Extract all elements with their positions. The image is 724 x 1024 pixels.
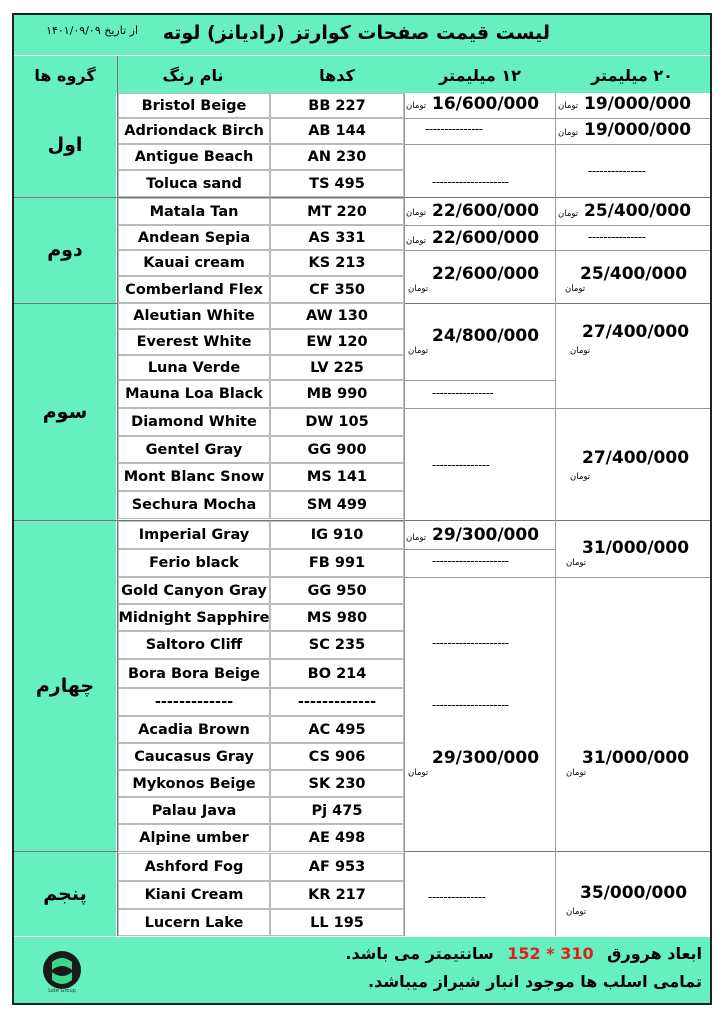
color-code-cell: AC 495 <box>270 716 404 743</box>
footer-line-1 <box>345 944 702 963</box>
group-label: اول <box>47 134 83 156</box>
unit-label: تومان <box>570 472 591 482</box>
unit-label: تومان <box>566 907 587 917</box>
col-code-header: کدها <box>319 65 355 85</box>
price-12mm: 16/600/000 <box>432 94 540 114</box>
cell-divider <box>405 250 555 251</box>
group-label: دوم <box>47 239 83 261</box>
cell-divider <box>556 225 710 226</box>
column-divider <box>117 56 118 936</box>
footer-text: ابعاد هرورق <box>607 944 702 963</box>
price-12mm-empty: --------------- <box>428 890 486 904</box>
color-name-cell: Everest White <box>118 329 270 355</box>
price-20mm: 27/400/000 <box>582 322 690 342</box>
price-12mm: 24/800/000 <box>432 326 540 346</box>
price-12mm-empty: -------------------- <box>432 554 509 568</box>
color-name-cell: Midnight Sapphire <box>118 604 270 631</box>
price-12mm-empty: -------------------- <box>432 175 509 189</box>
cell-divider <box>405 408 555 409</box>
color-code-cell: AB 144 <box>270 118 404 144</box>
price-12mm-empty: -------------------- <box>432 698 509 712</box>
color-name-cell: Mykonos Beige <box>118 770 270 797</box>
unit-label: تومان <box>406 533 427 543</box>
unit-label: تومان <box>558 209 579 219</box>
price-12mm: 29/300/000 <box>432 748 540 768</box>
color-name-cell: Palau Java <box>118 797 270 824</box>
price-12mm: 22/600/000 <box>432 264 540 284</box>
color-code-cell: TS 495 <box>270 170 404 197</box>
color-code-cell: SK 230 <box>270 770 404 797</box>
color-name-cell: Mont Blanc Snow <box>118 463 270 491</box>
footer-text: سانتیمتر می باشد. <box>345 944 494 963</box>
price-12mm-empty: -------------------- <box>432 636 509 650</box>
color-name-cell: Lucern Lake <box>118 909 270 936</box>
color-name-cell: Comberland Flex <box>118 276 270 303</box>
price-12mm: 29/300/000 <box>432 525 540 545</box>
cell-divider <box>405 577 555 578</box>
color-code-cell: CS 906 <box>270 743 404 770</box>
logo-text: Lote Group <box>48 988 76 994</box>
page-title: لیست قیمت صفحات کوارتز (رادیانز) لوته <box>162 22 550 44</box>
dimensions-value: 310 * 152 <box>507 944 594 963</box>
cell-divider <box>405 380 555 381</box>
group-label: پنجم <box>43 883 87 905</box>
color-code-cell: MT 220 <box>270 198 404 225</box>
col-color-header: نام رنگ <box>162 65 224 85</box>
color-code-cell: BO 214 <box>270 659 404 688</box>
footer-line-2: تمامی اسلب ها موجود انبار شیراز میباشد. <box>368 972 702 991</box>
unit-label: تومان <box>566 768 587 778</box>
color-name-cell: Gentel Gray <box>118 436 270 463</box>
unit-label: تومان <box>406 208 427 218</box>
color-name-cell: Saltoro Cliff <box>118 631 270 659</box>
color-code-cell: SM 499 <box>270 491 404 519</box>
color-name-cell: ------------- <box>118 688 270 716</box>
color-code-cell: AE 498 <box>270 824 404 852</box>
price-20mm: 25/400/000 <box>584 201 692 221</box>
color-code-cell: MB 990 <box>270 380 404 408</box>
unit-label: تومان <box>406 101 427 111</box>
color-name-cell: Antigue Beach <box>118 144 270 170</box>
color-code-cell: AF 953 <box>270 853 404 881</box>
price-20mm: 27/400/000 <box>582 448 690 468</box>
price-20mm: 25/400/000 <box>580 264 688 284</box>
column-divider <box>555 93 556 936</box>
color-code-cell: GG 950 <box>270 577 404 604</box>
col-20mm-header: ۲۰ میلیمتر <box>591 65 673 85</box>
color-code-cell: GG 900 <box>270 436 404 463</box>
color-code-cell: ------------- <box>270 688 404 716</box>
color-name-cell: Alpine umber <box>118 824 270 852</box>
color-name-cell: Bristol Beige <box>118 93 270 118</box>
color-code-cell: IG 910 <box>270 521 404 549</box>
price-12mm-empty: ---------------- <box>432 386 494 400</box>
color-name-cell: Caucasus Gray <box>118 743 270 770</box>
price-20mm: 19/000/000 <box>584 120 692 140</box>
price-20mm-empty: --------------- <box>588 164 646 178</box>
unit-label: تومان <box>558 128 579 138</box>
price-12mm: 22/600/000 <box>432 201 540 221</box>
price-20mm: 35/000/000 <box>580 883 688 903</box>
unit-label: تومان <box>570 346 591 356</box>
color-code-cell: FB 991 <box>270 549 404 577</box>
color-name-cell: Bora Bora Beige <box>118 659 270 688</box>
color-code-cell: AS 331 <box>270 225 404 250</box>
cell-divider <box>556 144 710 145</box>
cell-divider <box>405 144 555 145</box>
color-name-cell: Sechura Mocha <box>118 491 270 519</box>
color-code-cell: CF 350 <box>270 276 404 303</box>
price-12mm: 22/600/000 <box>432 228 540 248</box>
color-name-cell: Ashford Fog <box>118 853 270 881</box>
col-12mm-header: ۱۲ میلیمتر <box>439 65 521 85</box>
color-name-cell: Kiani Cream <box>118 881 270 909</box>
unit-label: تومان <box>565 284 586 294</box>
color-name-cell: Ferio black <box>118 549 270 577</box>
color-code-cell: SC 235 <box>270 631 404 659</box>
color-name-cell: Acadia Brown <box>118 716 270 743</box>
color-code-cell: BB 227 <box>270 93 404 118</box>
color-name-cell: Andean Sepia <box>118 225 270 250</box>
color-name-cell: Luna Verde <box>118 355 270 380</box>
group-label: چهارم <box>35 675 95 697</box>
unit-label: تومان <box>566 558 587 568</box>
cell-divider <box>556 250 710 251</box>
color-code-cell: KS 213 <box>270 250 404 276</box>
price-12mm-empty: --------------- <box>432 458 490 472</box>
color-code-cell: DW 105 <box>270 408 404 436</box>
price-20mm-empty: --------------- <box>588 230 646 244</box>
cell-divider <box>556 577 710 578</box>
cell-divider <box>556 408 710 409</box>
cell-divider <box>405 549 555 550</box>
color-code-cell: MS 141 <box>270 463 404 491</box>
color-code-cell: EW 120 <box>270 329 404 355</box>
color-code-cell: AW 130 <box>270 303 404 329</box>
color-name-cell: Diamond White <box>118 408 270 436</box>
color-name-cell: Imperial Gray <box>118 521 270 549</box>
company-logo-icon <box>38 950 86 994</box>
cell-divider <box>556 118 710 119</box>
unit-label: تومان <box>408 346 429 356</box>
color-name-cell: Toluca sand <box>118 170 270 197</box>
unit-label: تومان <box>558 101 579 111</box>
color-code-cell: LV 225 <box>270 355 404 380</box>
color-code-cell: Pj 475 <box>270 797 404 824</box>
color-name-cell: Gold Canyon Gray <box>118 577 270 604</box>
color-name-cell: Matala Tan <box>118 198 270 225</box>
group-label: سوم <box>42 401 88 423</box>
unit-label: تومان <box>406 236 427 246</box>
unit-label: تومان <box>408 284 429 294</box>
cell-divider <box>405 225 555 226</box>
column-divider <box>404 93 405 936</box>
price-20mm: 31/000/000 <box>582 748 690 768</box>
color-code-cell: LL 195 <box>270 909 404 936</box>
col-group-header: گروه ها <box>34 65 96 85</box>
color-code-cell: AN 230 <box>270 144 404 170</box>
color-name-cell: Adriondack Birch <box>118 118 270 144</box>
color-name-cell: Mauna Loa Black <box>118 380 270 408</box>
color-name-cell: Aleutian White <box>118 303 270 329</box>
color-name-cell: Kauai cream <box>118 250 270 276</box>
cell-divider <box>405 118 555 119</box>
price-20mm: 31/000/000 <box>582 538 690 558</box>
price-20mm: 19/000/000 <box>584 94 692 114</box>
color-code-cell: MS 980 <box>270 604 404 631</box>
color-code-cell: KR 217 <box>270 881 404 909</box>
unit-label: تومان <box>408 768 429 778</box>
date-label: از تاریخ ۱۴۰۱/۰۹/۰۹ <box>46 24 138 37</box>
price-12mm-empty: --------------- <box>425 122 483 136</box>
